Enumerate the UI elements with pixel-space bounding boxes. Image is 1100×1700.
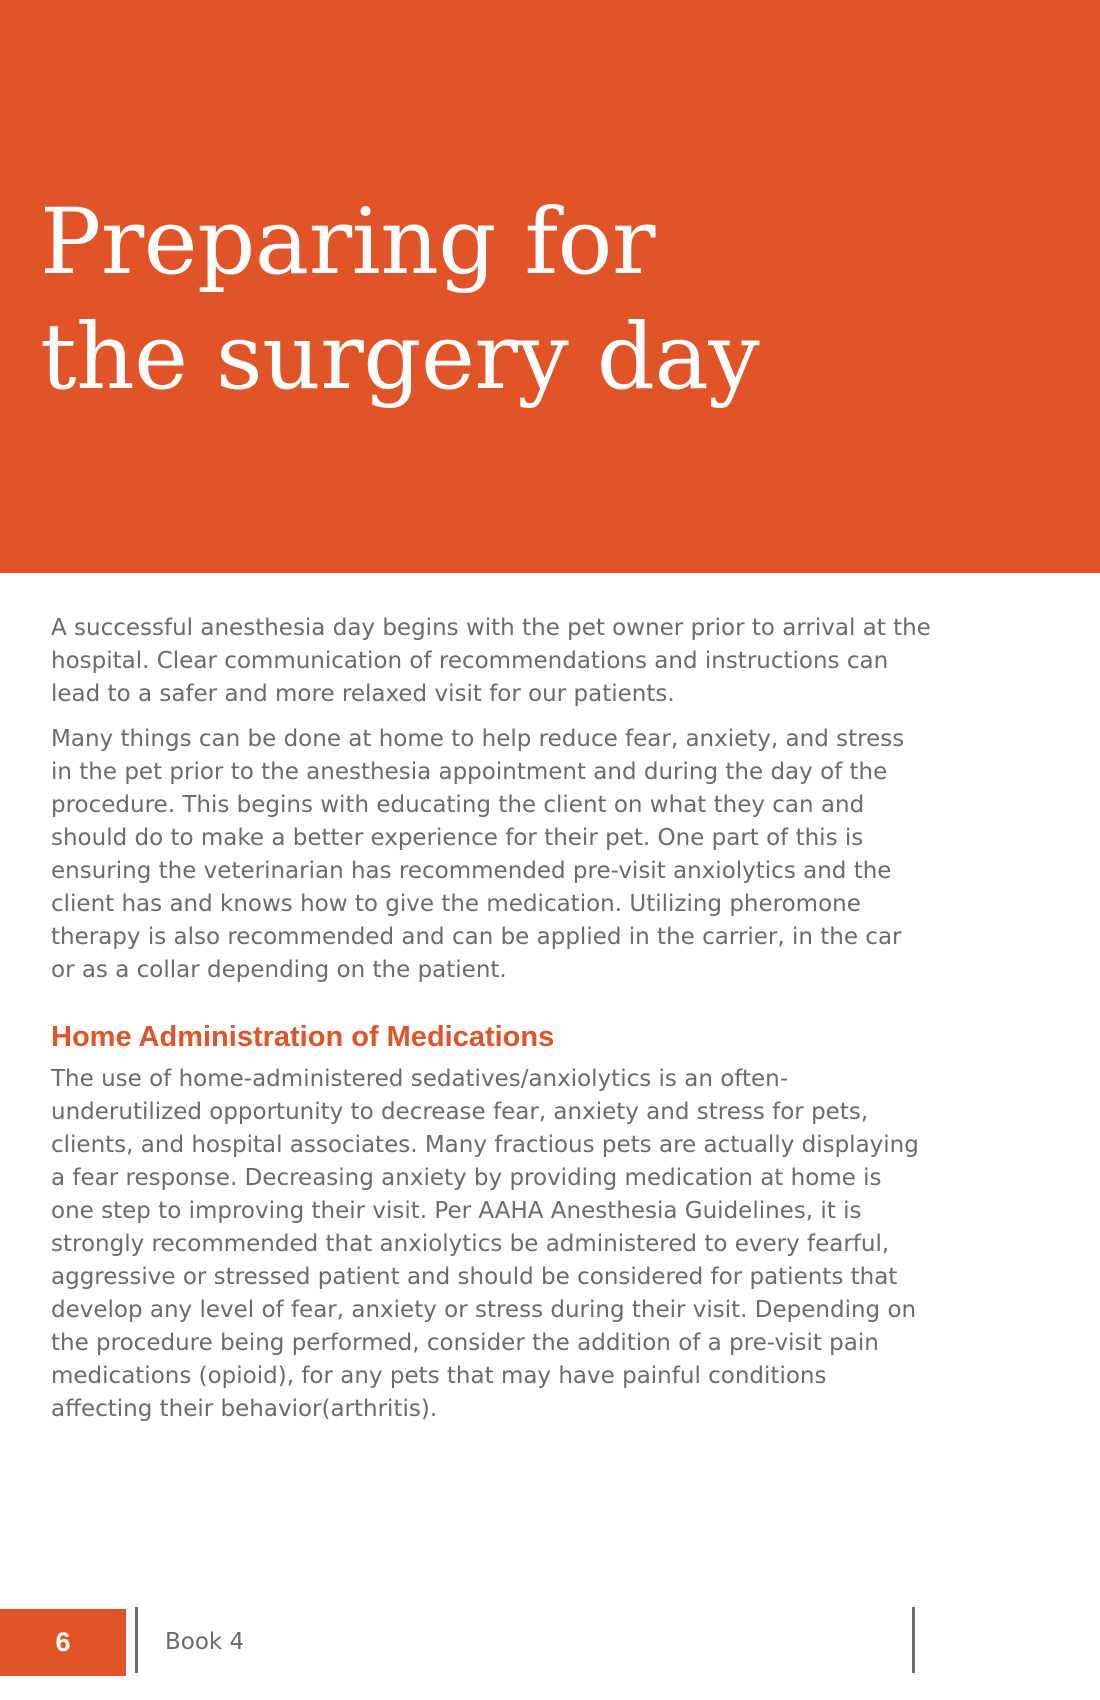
page-number: 6 [55, 1627, 71, 1657]
page-title-line-1: Preparing for [40, 190, 655, 295]
book-label: Book 4 [165, 1629, 245, 1655]
page-number-tab [0, 1609, 126, 1676]
footer-divider-right [912, 1607, 915, 1673]
home-preparation-paragraph: Many things can be done at home to help reduce fear, anxiety, and stress in the pet prior to the anesthesia appointment and during the day of the procedure. This begins with educating the client on what they can and should do to make a better experience for their pet. One part of this is ensuring the veterinarian has recommended pre-visit anxiolytics and the client has and knows how to give the medication. Utilizing pheromone therapy is also recommended and can be applied in the carrier, in the car or as a collar depending on the patient. [51, 726, 905, 983]
page-title-line-2: the surgery day [40, 305, 760, 410]
intro-paragraph: A successful anesthesia day begins with the pet owner prior to arrival at the hospital. Clear communication of recommendations and instructions can lead to a safer and more relaxed visit for our patients. [51, 615, 931, 707]
header-banner [0, 0, 1100, 573]
page-title [40, 185, 759, 415]
section-heading: Home Administration of Medications [51, 1021, 555, 1053]
main-content [51, 612, 931, 1438]
medication-paragraph: The use of home-administered sedatives/anxiolytics is an often-underutilized opportunity to decrease fear, anxiety and stress for pets, clients, and hospital associates. Many fractious pets are actually displaying a fear response. Decreasing anxiety by providing medication at home is one step to improving their visit. Per AAHA Anesthesia Guidelines, it is strongly recommended that anxiolytics be administered to every fearful, aggressive or stressed patient and should be considered for patients that develop any level of fear, anxiety or stress during their visit. Depending on the procedure being performed, consider the addition of a pre-visit pain medications (opioid), for any pets that may have painful conditions affecting their behavior(arthritis). [51, 1066, 919, 1422]
footer-divider-left [135, 1607, 138, 1673]
